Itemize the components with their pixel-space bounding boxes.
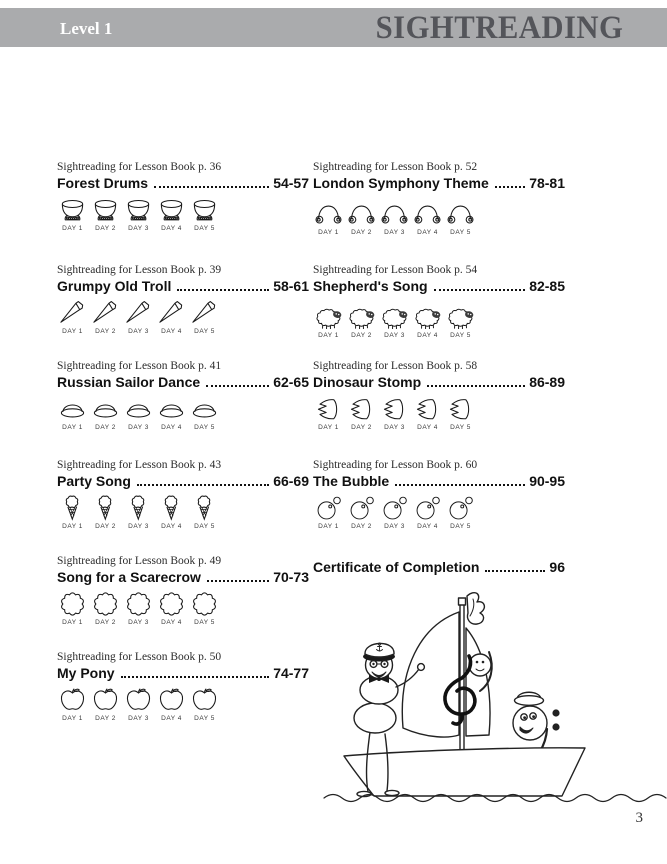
day-label: DAY 4	[417, 332, 438, 339]
day-unit	[156, 396, 187, 431]
dotted-leader	[485, 569, 545, 572]
day-label: DAY 5	[194, 424, 215, 431]
day-unit	[123, 591, 154, 626]
sailor-hat-icon	[91, 396, 120, 422]
title-row	[313, 374, 565, 391]
day-label: DAY 1	[62, 328, 83, 335]
toc-entry-dinosaur-stomp	[313, 359, 565, 431]
day-unit	[90, 197, 121, 232]
title-row	[313, 278, 565, 295]
piece-title: Party Song	[57, 473, 131, 489]
day-unit	[57, 687, 88, 722]
day-unit	[57, 396, 88, 431]
day-label: DAY 1	[62, 619, 83, 626]
day-unit	[412, 201, 443, 236]
day-label: DAY 1	[318, 332, 339, 339]
pizza-slice-icon	[58, 300, 87, 326]
day-unit	[90, 495, 121, 530]
apple-icon	[190, 687, 219, 713]
day-unit	[156, 687, 187, 722]
day-unit	[57, 197, 88, 232]
certificate-entry	[313, 559, 565, 576]
day-label: DAY 1	[62, 523, 83, 530]
straw-puff-icon	[91, 591, 120, 617]
practice-day-row	[313, 495, 565, 530]
piece-title: My Pony	[57, 665, 115, 681]
day-label: DAY 2	[95, 424, 116, 431]
day-label: DAY 5	[194, 715, 215, 722]
day-label: DAY 1	[62, 715, 83, 722]
sheep-icon	[314, 304, 343, 330]
straw-puff-icon	[190, 591, 219, 617]
piece-title: Russian Sailor Dance	[57, 374, 201, 390]
day-unit	[90, 300, 121, 335]
drum-icon	[91, 197, 120, 223]
day-label: DAY 5	[450, 523, 471, 530]
dotted-leader	[207, 579, 269, 582]
dotted-leader	[495, 185, 525, 188]
lesson-ref: Sightreading for Lesson Book p. 39	[57, 264, 222, 276]
headphones-icon	[413, 201, 442, 227]
toc-entry-shepherds-song	[313, 263, 565, 339]
day-unit	[346, 201, 377, 236]
practice-day-row	[313, 201, 565, 236]
dinosaur-footprint-icon	[446, 396, 475, 422]
level-label: Level 1	[60, 19, 113, 38]
practice-day-row	[57, 687, 309, 722]
day-unit	[189, 396, 220, 431]
lesson-ref: Sightreading for Lesson Book p. 36	[57, 161, 222, 173]
day-unit	[445, 396, 476, 431]
straw-puff-icon	[58, 591, 87, 617]
ice-cream-cone-icon	[58, 495, 87, 521]
sheep-icon	[380, 304, 409, 330]
dotted-leader	[177, 288, 269, 291]
bubble-icon	[413, 495, 442, 521]
sheep-icon	[446, 304, 475, 330]
title-row	[57, 175, 309, 192]
lesson-ref: Sightreading for Lesson Book p. 43	[57, 459, 222, 471]
page-range: 96	[549, 559, 565, 575]
dinosaur-footprint-icon	[380, 396, 409, 422]
day-unit	[57, 495, 88, 530]
day-unit	[313, 201, 344, 236]
page-range: 70-73	[273, 569, 309, 585]
day-label: DAY 3	[384, 332, 405, 339]
day-label: DAY 3	[128, 225, 149, 232]
apple-icon	[157, 687, 186, 713]
day-unit	[189, 197, 220, 232]
dotted-leader	[434, 288, 526, 291]
title-row	[57, 278, 309, 295]
day-label: DAY 4	[417, 424, 438, 431]
headphones-icon	[446, 201, 475, 227]
piece-title: Dinosaur Stomp	[313, 374, 422, 390]
dotted-leader	[154, 185, 269, 188]
day-label: DAY 2	[351, 424, 372, 431]
page-range: 66-69	[273, 473, 309, 489]
day-label: DAY 1	[318, 229, 339, 236]
day-unit	[189, 495, 220, 530]
dotted-leader	[206, 384, 269, 387]
day-unit	[346, 304, 377, 339]
day-unit	[189, 687, 220, 722]
day-unit	[346, 495, 377, 530]
apple-icon	[91, 687, 120, 713]
day-label: DAY 4	[417, 523, 438, 530]
title-row	[313, 473, 565, 490]
day-unit	[445, 201, 476, 236]
day-unit	[123, 396, 154, 431]
practice-day-row	[57, 300, 309, 335]
page-range: 74-77	[273, 665, 309, 681]
day-label: DAY 2	[351, 229, 372, 236]
day-label: DAY 3	[128, 328, 149, 335]
sailor-hat-icon	[58, 396, 87, 422]
drum-icon	[58, 197, 87, 223]
day-label: DAY 3	[384, 523, 405, 530]
lesson-ref: Sightreading for Lesson Book p. 60	[313, 459, 478, 471]
headphones-icon	[347, 201, 376, 227]
day-label: DAY 5	[194, 328, 215, 335]
day-label: DAY 2	[95, 715, 116, 722]
practice-day-row	[57, 591, 309, 626]
day-label: DAY 3	[384, 424, 405, 431]
day-label: DAY 4	[161, 424, 182, 431]
day-label: DAY 3	[128, 424, 149, 431]
title-row	[57, 473, 309, 490]
ice-cream-cone-icon	[157, 495, 186, 521]
pizza-slice-icon	[91, 300, 120, 326]
day-unit	[156, 495, 187, 530]
day-unit	[90, 396, 121, 431]
dotted-leader	[137, 483, 269, 486]
day-label: DAY 1	[318, 523, 339, 530]
bubble-icon	[380, 495, 409, 521]
sheep-icon	[413, 304, 442, 330]
title-row	[313, 175, 565, 192]
lesson-ref: Sightreading for Lesson Book p. 49	[57, 555, 222, 567]
day-unit	[90, 687, 121, 722]
dotted-leader	[121, 675, 270, 678]
lesson-ref: Sightreading for Lesson Book p. 52	[313, 161, 478, 173]
toc-entry-russian-sailor-dance	[57, 359, 309, 431]
drum-icon	[124, 197, 153, 223]
piece-title: Song for a Scarecrow	[57, 569, 201, 585]
day-unit	[123, 687, 154, 722]
day-unit	[445, 304, 476, 339]
page-number: 3	[635, 810, 643, 826]
day-label: DAY 5	[194, 619, 215, 626]
day-label: DAY 5	[194, 225, 215, 232]
page-range: 82-85	[529, 278, 565, 294]
practice-day-row	[57, 495, 309, 530]
day-label: DAY 5	[194, 523, 215, 530]
day-unit	[123, 300, 154, 335]
day-unit	[156, 197, 187, 232]
piece-title: The Bubble	[313, 473, 390, 489]
day-unit	[379, 304, 410, 339]
lesson-ref: Sightreading for Lesson Book p. 58	[313, 360, 478, 372]
day-unit	[189, 591, 220, 626]
apple-icon	[124, 687, 153, 713]
piece-title: Forest Drums	[57, 175, 149, 191]
sheep-icon	[347, 304, 376, 330]
day-label: DAY 2	[95, 328, 116, 335]
day-label: DAY 3	[128, 619, 149, 626]
dinosaur-footprint-icon	[347, 396, 376, 422]
pizza-slice-icon	[124, 300, 153, 326]
ice-cream-cone-icon	[190, 495, 219, 521]
day-label: DAY 3	[128, 523, 149, 530]
toc-entry-party-song	[57, 458, 309, 530]
bubble-icon	[347, 495, 376, 521]
day-unit	[445, 495, 476, 530]
day-unit	[379, 201, 410, 236]
ice-cream-cone-icon	[124, 495, 153, 521]
sailboat-music-notes-illustration	[322, 586, 667, 821]
pizza-slice-icon	[157, 300, 186, 326]
day-label: DAY 4	[161, 523, 182, 530]
lesson-ref: Sightreading for Lesson Book p. 50	[57, 651, 222, 663]
title-row	[57, 374, 309, 391]
day-label: DAY 2	[351, 332, 372, 339]
day-unit	[189, 300, 220, 335]
day-unit	[313, 495, 344, 530]
bubble-icon	[446, 495, 475, 521]
day-unit	[90, 591, 121, 626]
lesson-ref: Sightreading for Lesson Book p. 54	[313, 264, 478, 276]
dotted-leader	[395, 483, 525, 486]
toc-entry-the-bubble	[313, 458, 565, 530]
pizza-slice-icon	[190, 300, 219, 326]
day-unit	[412, 495, 443, 530]
day-label: DAY 2	[95, 225, 116, 232]
practice-day-row	[313, 304, 565, 339]
practice-day-row	[57, 197, 309, 232]
day-unit	[379, 495, 410, 530]
headphones-icon	[380, 201, 409, 227]
day-unit	[156, 591, 187, 626]
toc-entry-my-pony	[57, 650, 309, 722]
bubble-icon	[314, 495, 343, 521]
day-unit	[57, 591, 88, 626]
day-label: DAY 3	[128, 715, 149, 722]
toc-column-left	[57, 0, 309, 864]
piece-title: Grumpy Old Troll	[57, 278, 172, 294]
dinosaur-footprint-icon	[413, 396, 442, 422]
practice-day-row	[57, 396, 309, 431]
day-label: DAY 4	[161, 715, 182, 722]
page-range: 90-95	[529, 473, 565, 489]
page-range: 54-57	[273, 175, 309, 191]
day-label: DAY 5	[450, 424, 471, 431]
dinosaur-footprint-icon	[314, 396, 343, 422]
day-unit	[313, 396, 344, 431]
drum-icon	[157, 197, 186, 223]
drum-icon	[190, 197, 219, 223]
title-row	[57, 665, 309, 682]
certificate-title: Certificate of Completion	[313, 559, 480, 575]
day-label: DAY 2	[95, 523, 116, 530]
day-label: DAY 2	[351, 523, 372, 530]
piece-title: Shepherd's Song	[313, 278, 428, 294]
day-unit	[57, 300, 88, 335]
day-label: DAY 5	[450, 229, 471, 236]
sailor-hat-icon	[157, 396, 186, 422]
page-range: 78-81	[529, 175, 565, 191]
day-unit	[412, 304, 443, 339]
day-label: DAY 1	[318, 424, 339, 431]
ice-cream-cone-icon	[91, 495, 120, 521]
day-unit	[379, 396, 410, 431]
page-range: 86-89	[529, 374, 565, 390]
day-label: DAY 3	[384, 229, 405, 236]
day-label: DAY 4	[161, 328, 182, 335]
day-unit	[346, 396, 377, 431]
day-label: DAY 1	[62, 225, 83, 232]
title-row	[313, 559, 565, 576]
day-unit	[123, 495, 154, 530]
practice-day-row	[313, 396, 565, 431]
straw-puff-icon	[157, 591, 186, 617]
page-range: 62-65	[273, 374, 309, 390]
day-unit	[412, 396, 443, 431]
headphones-icon	[314, 201, 343, 227]
page-range: 58-61	[273, 278, 309, 294]
toc-entry-song-for-a-scarecrow	[57, 554, 309, 626]
lesson-ref: Sightreading for Lesson Book p. 41	[57, 360, 222, 372]
day-label: DAY 2	[95, 619, 116, 626]
day-unit	[123, 197, 154, 232]
dotted-leader	[427, 384, 525, 387]
day-label: DAY 5	[450, 332, 471, 339]
toc-entry-forest-drums	[57, 160, 309, 232]
apple-icon	[58, 687, 87, 713]
day-label: DAY 1	[62, 424, 83, 431]
title-row	[57, 569, 309, 586]
day-unit	[156, 300, 187, 335]
toc-entry-london-symphony-theme	[313, 160, 565, 236]
straw-puff-icon	[124, 591, 153, 617]
toc-entry-grumpy-old-troll	[57, 263, 309, 335]
sailor-hat-icon	[190, 396, 219, 422]
day-label: DAY 4	[417, 229, 438, 236]
day-label: DAY 4	[161, 619, 182, 626]
sailor-hat-icon	[124, 396, 153, 422]
book-title: SIGHTREADING	[375, 10, 623, 46]
piece-title: London Symphony Theme	[313, 175, 489, 191]
day-unit	[313, 304, 344, 339]
day-label: DAY 4	[161, 225, 182, 232]
